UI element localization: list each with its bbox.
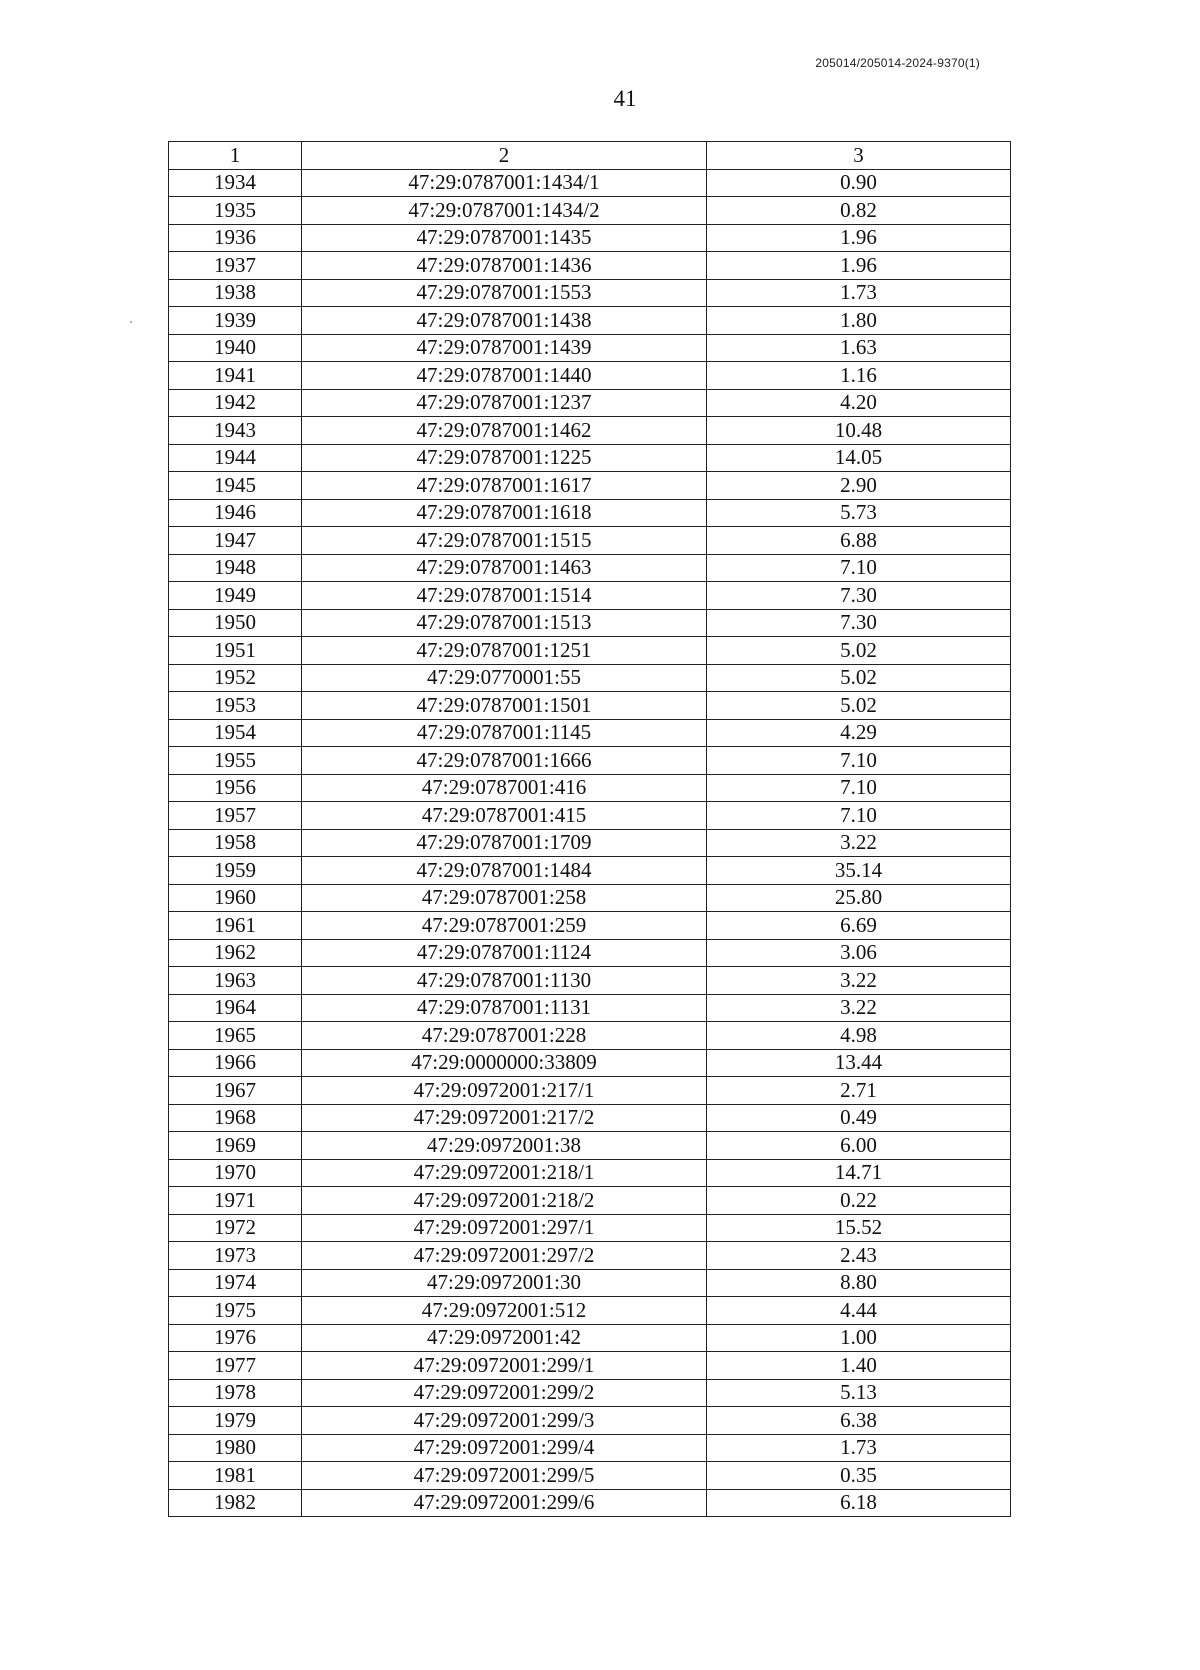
table-row	[169, 1297, 1011, 1325]
cadastral-number-cell: 47:29:0787001:258	[302, 884, 707, 912]
table-row	[169, 499, 1011, 527]
cadastral-number-cell: 47:29:0972001:297/1	[302, 1214, 707, 1242]
value-cell: 6.69	[707, 912, 1011, 940]
cadastral-number-cell: 47:29:0972001:218/1	[302, 1159, 707, 1187]
cadastral-number-cell: 47:29:0972001:512	[302, 1297, 707, 1325]
page-number: 41	[613, 86, 637, 111]
table-row	[169, 472, 1011, 500]
cadastral-number-cell: 47:29:0972001:299/2	[302, 1379, 707, 1407]
value-cell: 0.49	[707, 1104, 1011, 1132]
value-cell: 0.35	[707, 1462, 1011, 1490]
row-number-cell: 1970	[169, 1159, 302, 1187]
value-cell: 14.05	[707, 444, 1011, 472]
row-number-cell: 1956	[169, 774, 302, 802]
table-row	[169, 1489, 1011, 1517]
table-row	[169, 1132, 1011, 1160]
table-row	[169, 362, 1011, 390]
cadastral-number-cell: 47:29:0787001:1515	[302, 527, 707, 555]
row-number-cell: 1964	[169, 994, 302, 1022]
value-cell: 1.96	[707, 224, 1011, 252]
row-number-cell: 1946	[169, 499, 302, 527]
table-row	[169, 279, 1011, 307]
cadastral-number-cell: 47:29:0972001:218/2	[302, 1187, 707, 1215]
value-cell: 14.71	[707, 1159, 1011, 1187]
table-row	[169, 637, 1011, 665]
registry-table	[168, 141, 1011, 1517]
table-row	[169, 527, 1011, 555]
row-number-cell: 1981	[169, 1462, 302, 1490]
row-number-cell: 1938	[169, 279, 302, 307]
value-cell: 7.30	[707, 582, 1011, 610]
value-cell: 7.10	[707, 774, 1011, 802]
table-row	[169, 1242, 1011, 1270]
value-cell: 15.52	[707, 1214, 1011, 1242]
value-cell: 3.22	[707, 829, 1011, 857]
cadastral-number-cell: 47:29:0972001:42	[302, 1324, 707, 1352]
table-row	[169, 1104, 1011, 1132]
table-row	[169, 967, 1011, 995]
value-cell: 7.10	[707, 802, 1011, 830]
value-cell: 5.73	[707, 499, 1011, 527]
table-row	[169, 994, 1011, 1022]
value-cell: 6.18	[707, 1489, 1011, 1517]
table-row	[169, 197, 1011, 225]
table-row	[169, 582, 1011, 610]
cadastral-number-cell: 47:29:0787001:1438	[302, 307, 707, 335]
cadastral-number-cell: 47:29:0787001:1553	[302, 279, 707, 307]
value-cell: 3.22	[707, 994, 1011, 1022]
value-cell: 2.71	[707, 1077, 1011, 1105]
table-row	[169, 1462, 1011, 1490]
cadastral-number-cell: 47:29:0787001:415	[302, 802, 707, 830]
cadastral-number-cell: 47:29:0972001:299/3	[302, 1407, 707, 1435]
row-number-cell: 1940	[169, 334, 302, 362]
scan-speck	[130, 321, 132, 323]
value-cell: 1.63	[707, 334, 1011, 362]
row-number-cell: 1945	[169, 472, 302, 500]
table-row	[169, 334, 1011, 362]
cadastral-number-cell: 47:29:0787001:1435	[302, 224, 707, 252]
table-row	[169, 747, 1011, 775]
value-cell: 1.80	[707, 307, 1011, 335]
cadastral-number-cell: 47:29:0787001:1709	[302, 829, 707, 857]
row-number-cell: 1953	[169, 692, 302, 720]
row-number-cell: 1968	[169, 1104, 302, 1132]
column-header-cadastral: 2	[302, 142, 707, 170]
table-row	[169, 774, 1011, 802]
row-number-cell: 1977	[169, 1352, 302, 1380]
cadastral-number-cell: 47:29:0787001:1124	[302, 939, 707, 967]
table-row	[169, 1159, 1011, 1187]
cadastral-number-cell: 47:29:0787001:228	[302, 1022, 707, 1050]
value-cell: 6.38	[707, 1407, 1011, 1435]
row-number-cell: 1967	[169, 1077, 302, 1105]
value-cell: 5.02	[707, 637, 1011, 665]
table-header-row	[169, 142, 1011, 170]
value-cell: 1.40	[707, 1352, 1011, 1380]
value-cell: 1.73	[707, 1434, 1011, 1462]
cadastral-number-cell: 47:29:0787001:1462	[302, 417, 707, 445]
cadastral-number-cell: 47:29:0000000:33809	[302, 1049, 707, 1077]
row-number-cell: 1975	[169, 1297, 302, 1325]
table-row	[169, 609, 1011, 637]
cadastral-number-cell: 47:29:0787001:1225	[302, 444, 707, 472]
row-number-cell: 1934	[169, 169, 302, 197]
cadastral-number-cell: 47:29:0972001:30	[302, 1269, 707, 1297]
table-row	[169, 1324, 1011, 1352]
value-cell: 6.00	[707, 1132, 1011, 1160]
table-row	[169, 857, 1011, 885]
cadastral-number-cell: 47:29:0972001:217/2	[302, 1104, 707, 1132]
row-number-cell: 1972	[169, 1214, 302, 1242]
table-row	[169, 1187, 1011, 1215]
value-cell: 8.80	[707, 1269, 1011, 1297]
cadastral-number-cell: 47:29:0787001:1666	[302, 747, 707, 775]
row-number-cell: 1965	[169, 1022, 302, 1050]
row-number-cell: 1962	[169, 939, 302, 967]
value-cell: 1.00	[707, 1324, 1011, 1352]
value-cell: 0.22	[707, 1187, 1011, 1215]
cadastral-number-cell: 47:29:0972001:299/1	[302, 1352, 707, 1380]
table-row	[169, 1049, 1011, 1077]
row-number-cell: 1978	[169, 1379, 302, 1407]
cadastral-number-cell: 47:29:0787001:416	[302, 774, 707, 802]
value-cell: 7.30	[707, 609, 1011, 637]
value-cell: 7.10	[707, 554, 1011, 582]
cadastral-number-cell: 47:29:0787001:1434/1	[302, 169, 707, 197]
table-row	[169, 802, 1011, 830]
value-cell: 25.80	[707, 884, 1011, 912]
document-code: 205014/205014-2024-9370(1)	[815, 56, 980, 70]
cadastral-number-cell: 47:29:0787001:1434/2	[302, 197, 707, 225]
table-row	[169, 389, 1011, 417]
row-number-cell: 1966	[169, 1049, 302, 1077]
row-number-cell: 1976	[169, 1324, 302, 1352]
cadastral-number-cell: 47:29:0787001:1237	[302, 389, 707, 417]
table-row	[169, 1077, 1011, 1105]
cadastral-number-cell: 47:29:0972001:299/5	[302, 1462, 707, 1490]
cadastral-number-cell: 47:29:0787001:1439	[302, 334, 707, 362]
column-header-number: 1	[169, 142, 302, 170]
cadastral-number-cell: 47:29:0972001:217/1	[302, 1077, 707, 1105]
table-row	[169, 1379, 1011, 1407]
table-row	[169, 1269, 1011, 1297]
row-number-cell: 1973	[169, 1242, 302, 1270]
table-row	[169, 829, 1011, 857]
row-number-cell: 1941	[169, 362, 302, 390]
cadastral-number-cell: 47:29:0787001:1251	[302, 637, 707, 665]
value-cell: 35.14	[707, 857, 1011, 885]
cadastral-number-cell: 47:29:0787001:1618	[302, 499, 707, 527]
value-cell: 5.02	[707, 664, 1011, 692]
table-row	[169, 554, 1011, 582]
value-cell: 1.16	[707, 362, 1011, 390]
row-number-cell: 1961	[169, 912, 302, 940]
row-number-cell: 1951	[169, 637, 302, 665]
table-row	[169, 884, 1011, 912]
table-row	[169, 252, 1011, 280]
value-cell: 1.73	[707, 279, 1011, 307]
row-number-cell: 1960	[169, 884, 302, 912]
value-cell: 4.44	[707, 1297, 1011, 1325]
row-number-cell: 1955	[169, 747, 302, 775]
row-number-cell: 1937	[169, 252, 302, 280]
table-row	[169, 719, 1011, 747]
value-cell: 3.22	[707, 967, 1011, 995]
cadastral-number-cell: 47:29:0787001:1617	[302, 472, 707, 500]
table-row	[169, 417, 1011, 445]
cadastral-number-cell: 47:29:0787001:1513	[302, 609, 707, 637]
row-number-cell: 1957	[169, 802, 302, 830]
value-cell: 7.10	[707, 747, 1011, 775]
row-number-cell: 1948	[169, 554, 302, 582]
cadastral-number-cell: 47:29:0972001:297/2	[302, 1242, 707, 1270]
value-cell: 5.02	[707, 692, 1011, 720]
table-row	[169, 939, 1011, 967]
cadastral-number-cell: 47:29:0787001:1484	[302, 857, 707, 885]
row-number-cell: 1942	[169, 389, 302, 417]
table-row	[169, 1407, 1011, 1435]
row-number-cell: 1944	[169, 444, 302, 472]
cadastral-number-cell: 47:29:0972001:299/4	[302, 1434, 707, 1462]
value-cell: 4.20	[707, 389, 1011, 417]
row-number-cell: 1935	[169, 197, 302, 225]
row-number-cell: 1954	[169, 719, 302, 747]
value-cell: 10.48	[707, 417, 1011, 445]
value-cell: 1.96	[707, 252, 1011, 280]
value-cell: 0.82	[707, 197, 1011, 225]
cadastral-number-cell: 47:29:0787001:1463	[302, 554, 707, 582]
value-cell: 6.88	[707, 527, 1011, 555]
table-row	[169, 1434, 1011, 1462]
row-number-cell: 1982	[169, 1489, 302, 1517]
table-row	[169, 169, 1011, 197]
cadastral-number-cell: 47:29:0787001:1501	[302, 692, 707, 720]
table-row	[169, 224, 1011, 252]
cadastral-number-cell: 47:29:0787001:1440	[302, 362, 707, 390]
table-row	[169, 1214, 1011, 1242]
value-cell: 4.98	[707, 1022, 1011, 1050]
cadastral-number-cell: 47:29:0770001:55	[302, 664, 707, 692]
value-cell: 0.90	[707, 169, 1011, 197]
registry-table-body	[169, 142, 1011, 1517]
cadastral-number-cell: 47:29:0972001:38	[302, 1132, 707, 1160]
cadastral-number-cell: 47:29:0787001:1131	[302, 994, 707, 1022]
row-number-cell: 1979	[169, 1407, 302, 1435]
row-number-cell: 1969	[169, 1132, 302, 1160]
row-number-cell: 1943	[169, 417, 302, 445]
row-number-cell: 1947	[169, 527, 302, 555]
table-row	[169, 444, 1011, 472]
table-row	[169, 307, 1011, 335]
row-number-cell: 1952	[169, 664, 302, 692]
cadastral-number-cell: 47:29:0972001:299/6	[302, 1489, 707, 1517]
row-number-cell: 1974	[169, 1269, 302, 1297]
cadastral-number-cell: 47:29:0787001:1514	[302, 582, 707, 610]
value-cell: 4.29	[707, 719, 1011, 747]
table-row	[169, 912, 1011, 940]
value-cell: 2.90	[707, 472, 1011, 500]
value-cell: 13.44	[707, 1049, 1011, 1077]
value-cell: 2.43	[707, 1242, 1011, 1270]
row-number-cell: 1980	[169, 1434, 302, 1462]
row-number-cell: 1936	[169, 224, 302, 252]
table-row	[169, 692, 1011, 720]
cadastral-number-cell: 47:29:0787001:1436	[302, 252, 707, 280]
cadastral-number-cell: 47:29:0787001:1145	[302, 719, 707, 747]
cadastral-number-cell: 47:29:0787001:259	[302, 912, 707, 940]
cadastral-number-cell: 47:29:0787001:1130	[302, 967, 707, 995]
row-number-cell: 1958	[169, 829, 302, 857]
row-number-cell: 1963	[169, 967, 302, 995]
value-cell: 3.06	[707, 939, 1011, 967]
row-number-cell: 1950	[169, 609, 302, 637]
column-header-value: 3	[707, 142, 1011, 170]
row-number-cell: 1959	[169, 857, 302, 885]
row-number-cell: 1939	[169, 307, 302, 335]
row-number-cell: 1971	[169, 1187, 302, 1215]
table-row	[169, 1352, 1011, 1380]
value-cell: 5.13	[707, 1379, 1011, 1407]
row-number-cell: 1949	[169, 582, 302, 610]
table-row	[169, 664, 1011, 692]
table-row	[169, 1022, 1011, 1050]
